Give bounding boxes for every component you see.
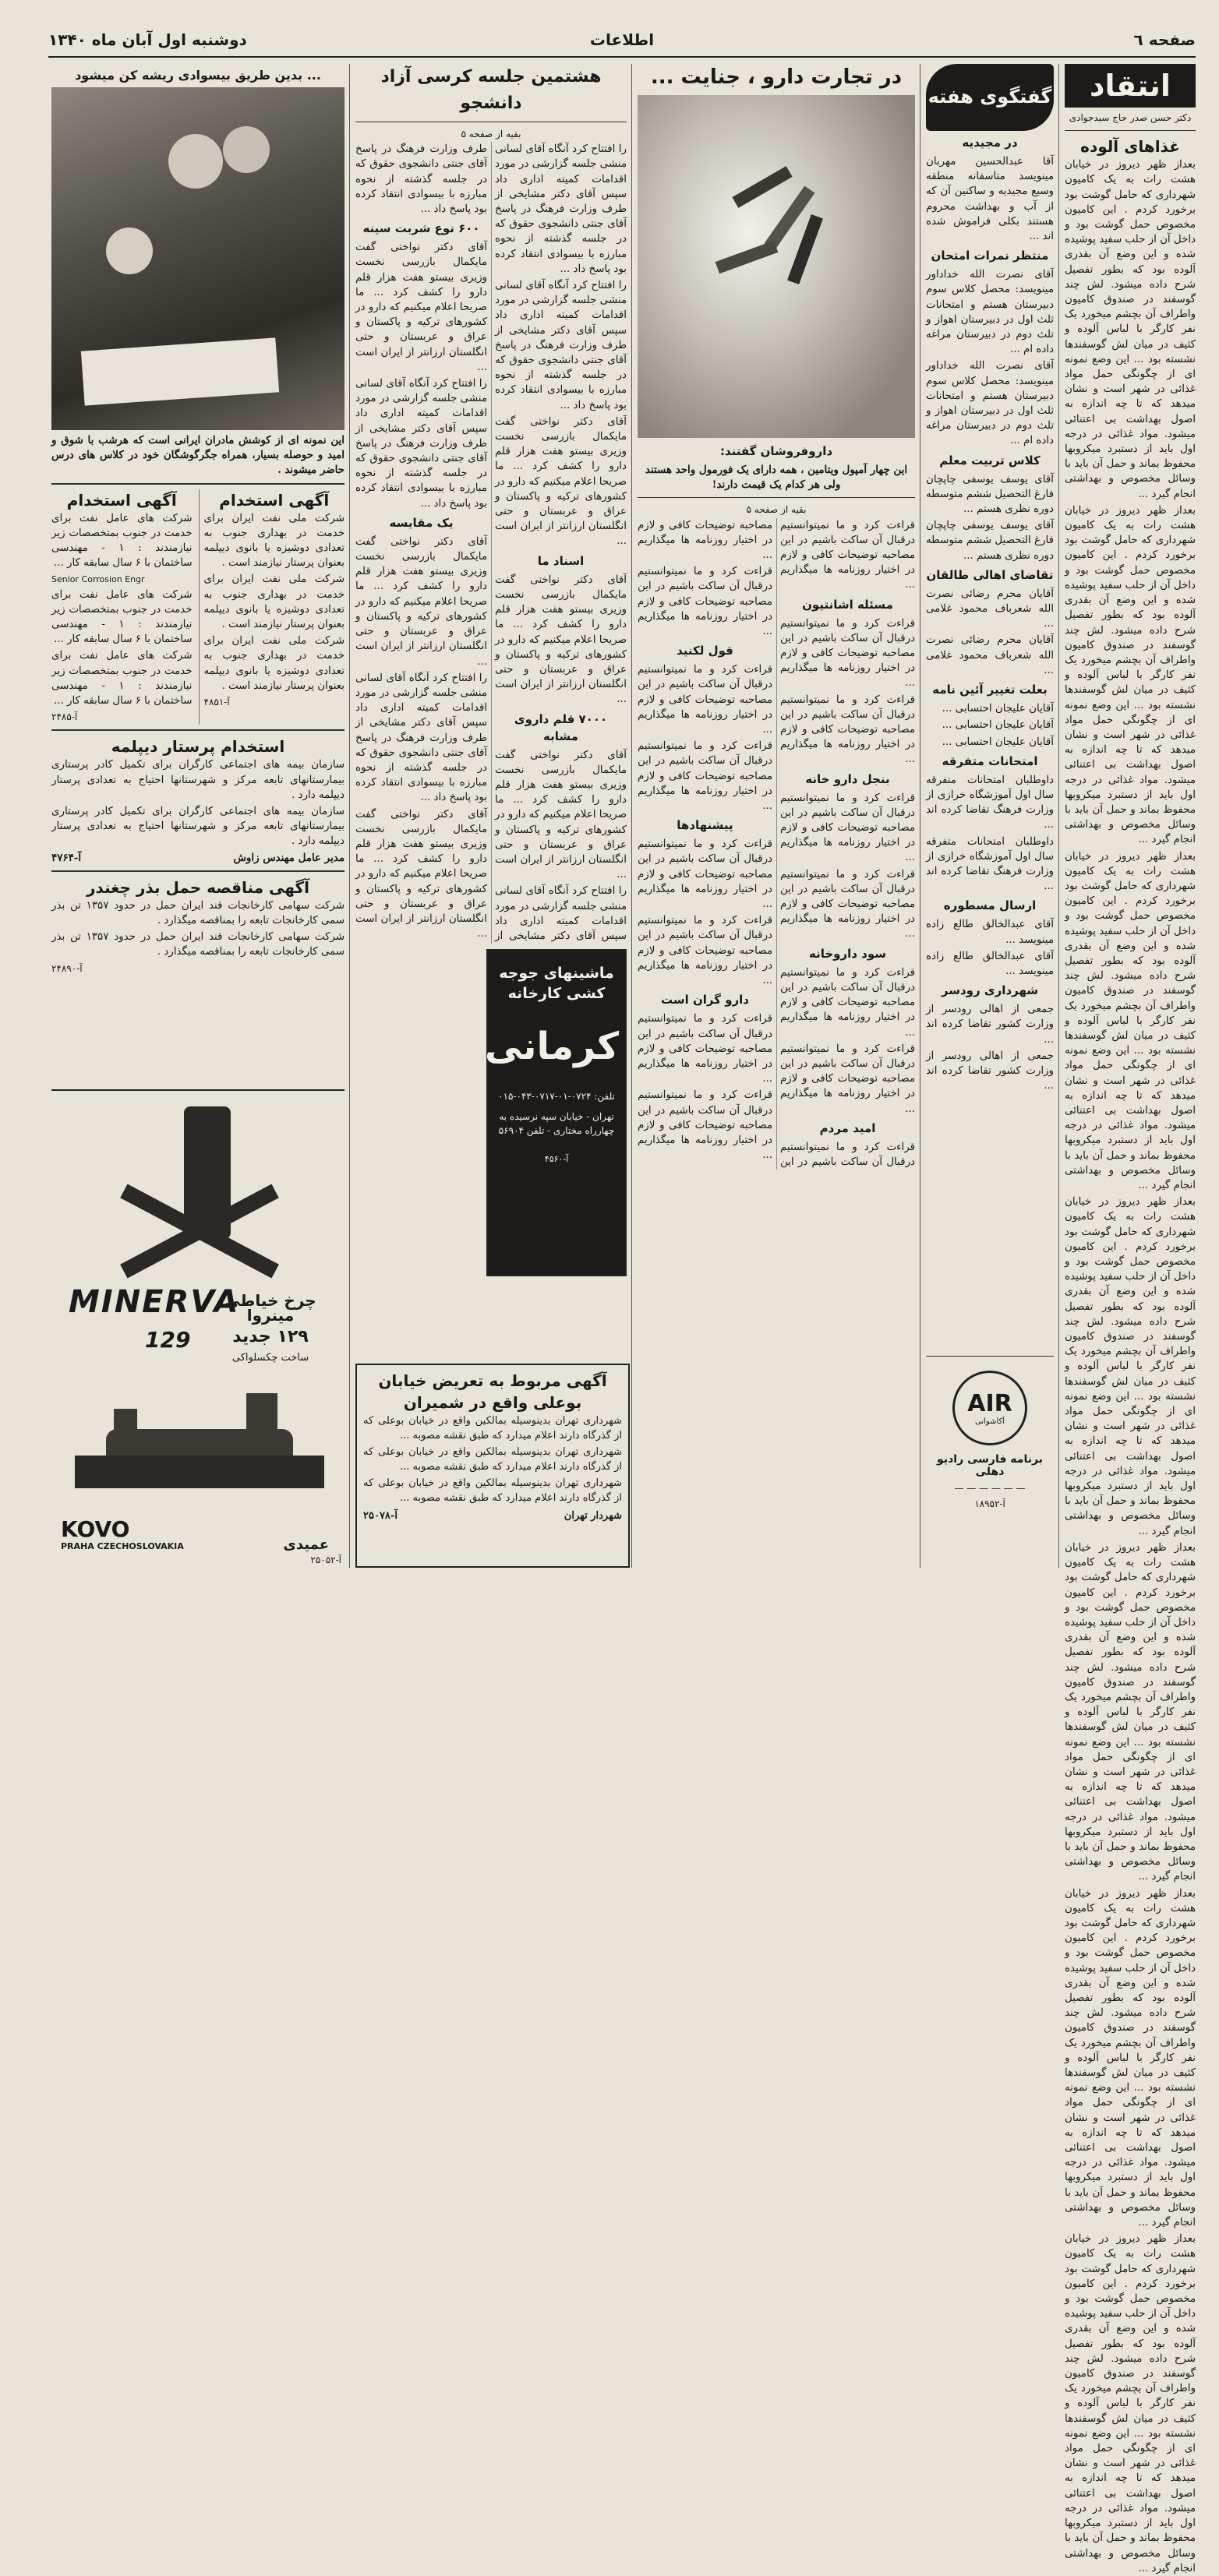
beet-ad-code: آ-۲۴۸۹۰ bbox=[51, 962, 83, 974]
employment-ad-code: آ-۴۸۵۱ bbox=[203, 697, 230, 708]
critique-body-repeat: بعداز ظهر دیروز در خیابان هشت رات به یک کامیون شهرداری که حامل گوشت بود برخورد کردم . این کامیون مخصوص حمل گوشت بود و داخل آن از حلب سفید پوشیده شده و این وضع آن بقدری آلوده بود که بطور تفصیل شرح داده میشود. لش چند گوسفند در صندوق کامیون واطراف آن بچشم میخورد یک نفر کارگر با لباس آلوده و کثیف در میان لش گوسفندها نشسته بود ... این وضع نمونه ای از چگونگی حمل مواد غذائی در شهر است و نشان میدهد که تا چه اندازه به اصول بهداشت بی اعتنائی میشود. مواد غذائی در درجه اول باید از دستبرد میکروبها محفوظ بماند و حمل آن باید با وسائل مخصوص و بهداشتی انجام گیرد ... bbox=[1065, 850, 1196, 1192]
conv-section-title: تقاضای اهالی طالقان bbox=[926, 567, 1054, 582]
conversation-logo: گفتگوی هفته bbox=[926, 64, 1054, 131]
conv-section-body: آقای نصرت الله خداداور مینویسد: محصل کلاس سوم دبیرستان هستم و امتحانات ثلث اول در دبیرستان اهواز و تلث دوم در دبیرستان مراغه داده ام ... bbox=[926, 269, 1054, 356]
hatchery-title: ماشینهای جوجه کشی کارخانه bbox=[499, 965, 614, 1002]
forum-subhead: ۷۰۰۰ قلم داروی مشابه bbox=[514, 711, 608, 743]
radio-ad bbox=[926, 1356, 1054, 1566]
literacy-photo bbox=[51, 87, 344, 430]
literacy-photo-title: ... بدین طریق بیسوادی ریشه کن میشود bbox=[75, 68, 321, 83]
column-rule bbox=[631, 64, 632, 1568]
critique-masthead: انتقاد bbox=[1065, 64, 1196, 108]
employment-ad-body: شرکت های عامل نفت برای خدمت در جنوب بمتخصصات زیر نیازمندند : ۱ - مهندسی ساختمان با ۶ سال سابقه کار ... bbox=[51, 588, 193, 646]
drug-body: قراءت کرد و ما نمیتوانستیم درقبال آن ساکت باشیم در این مصاحبه توضیحات کافی و لازم در اختیار روزنامه ها میگذاریم ... bbox=[638, 566, 772, 638]
critique-byline: دکتر حسن صدر حاج سیدجوادی bbox=[1069, 112, 1192, 123]
kovo-brand: KOVO bbox=[61, 1516, 130, 1542]
kovo-sub: PRAHA CZECHOSLOVAKIA bbox=[61, 1541, 184, 1551]
conv-section-body: آقای عبدالخالق طالع زاده مینویسد ... bbox=[926, 950, 1054, 977]
forum-body2: آقای دکتر نواختی گفت مایکمال بازرسی نخست وزیری بیستو هفت هزار قلم دارو را کشف کرد ... ما صریحا اعلام میکنیم که دارو در کشورهای ترکیه و پاکستان و عراق و عربستان و حتی انگلستان ارزانتر از ایران است ... bbox=[495, 749, 627, 881]
minerva-brand: MINERVA bbox=[69, 1284, 240, 1320]
drug-body: قراءت کرد و ما نمیتوانستیم درقبال آن ساکت باشیم در این مصاحبه توضیحات کافی و لازم در اختیار روزنامه ها میگذاریم ... bbox=[780, 868, 915, 940]
conv-section-title: شهرداری رودسر bbox=[941, 983, 1039, 998]
conv-section-body: آقایان علیجان احتسابی ... bbox=[942, 703, 1054, 715]
nurse-ad-body: سازمان بیمه های اجتماعی کارگران برای تکمیل کادر پرستاری بیمارستانهای تابعه مرکز و شهرستانها احتیاج به تعدادی پرستار دیپلمه دارد . bbox=[51, 806, 344, 848]
employment-ad-extra: Senior Corrosion Engr bbox=[51, 574, 145, 585]
conv-section-body: آقای عبدالخالق طالع زاده مینویسد ... bbox=[926, 919, 1054, 946]
radio-seal bbox=[952, 1371, 1027, 1445]
forum-subhead: ۶۰۰ نوع شربت سینه bbox=[362, 221, 480, 236]
minerva-code: آ-۲۵۰۵۲ bbox=[310, 1554, 341, 1565]
employment-ad-title: آگهی استخدام bbox=[219, 490, 330, 510]
employment-ad-body: شرکت ملی نفت ایران برای خدمت در بهداری جنوب به تعدادی دوشیزه یا بانوی دیپلمه بعنوان پرستار نیازمند است . bbox=[203, 512, 344, 570]
beet-ad-body: شرکت سهامی کارخانجات قند ایران حمل در حدود ۱۳۵۷ تن بذر سمی کارخانجات تابعه را بمناقصه میگذارد . bbox=[51, 931, 345, 958]
column-weekly-conversation bbox=[926, 64, 1054, 1568]
drug-subhead: بنجل دارو خانه bbox=[805, 771, 890, 786]
conv-section-body: آقای نصرت الله خداداور مینویسد: محصل کلاس سوم دبیرستان هستم و امتحانات ثلث اول در دبیرستان اهواز و تلث دوم در دبیرستان مراغه داده ام ... bbox=[926, 360, 1054, 447]
critique-title: غذاهای آلوده bbox=[1080, 137, 1180, 157]
radio-schedule: — — — — — — bbox=[954, 1483, 1026, 1494]
conv-section-title: بعلت تغییر آئین نامه bbox=[932, 683, 1048, 697]
drug-subhead: امید مردم bbox=[819, 1120, 876, 1135]
column-rule bbox=[1058, 64, 1059, 1568]
forum-body2: آقای دکتر نواختی گفت مایکمال بازرسی نخست وزیری بیستو هفت هزار قلم دارو را کشف کرد ... ما صریحا اعلام میکنیم که دارو در کشورهای ترکیه و پاکستان و عراق و عربستان و حتی انگلستان ارزانتر از ایران است ... bbox=[355, 242, 487, 373]
employment-ad-body: شرکت ملی نفت ایران برای خدمت در بهداری جنوب به تعدادی دوشیزه یا بانوی دیپلمه بعنوان پرستار نیازمند است . bbox=[203, 573, 344, 631]
drug-body: قراءت کرد و ما نمیتوانستیم درقبال آن ساکت باشیم در این مصاحبه توضیحات کافی و لازم در اختیار روزنامه ها میگذاریم ... bbox=[780, 617, 915, 690]
forum-body: را افتتاح کرد آنگاه آقای لسانی منشی جلسه گزارشی در مورد اقدامات کمیته اداری داد سپس آقای دکتر مشایخی از طرف وزارت فرهنگ در پاسخ آقای جنتی دانشجوی حقوق که در جلسه گذشته از نحوه مبارزه با بیسوادی انتقاد کرده بود پاسخ داد ... bbox=[355, 378, 487, 510]
employment-ad-code: آ-۲۴۸۵ bbox=[51, 711, 78, 723]
drug-body: قراءت کرد و ما نمیتوانستیم درقبال آن ساکت باشیم در این مصاحبه توضیحات کافی و لازم در اختیار روزنامه ها میگذاریم ... bbox=[780, 693, 915, 766]
radio-brand: AIR bbox=[967, 1390, 1012, 1417]
conv-section-body: جمعی از اهالی رودسر از وزارت کشور تقاضا کرده اند ... bbox=[926, 1004, 1054, 1046]
drug-body: قراءت کرد و ما نمیتوانستیم درقبال آن ساکت باشیم در این مصاحبه توضیحات کافی و لازم در اختیار روزنامه ها میگذاریم ... bbox=[638, 519, 915, 1168]
critique-body: بعداز ظهر دیروز در خیابان هشت رات به یک کامیون شهرداری که حامل گوشت بود برخورد کردم . این کامیون مخصوص حمل گوشت بود و داخل آن از حلب سفید پوشیده شده و این وضع آن بقدری آلوده بود که بطور تفصیل شرح داده میشود. لش چند گوسفند در صندوق کامیون واطراف آن بچشم میخورد یک نفر کارگر با لباس آلوده و کثیف در میان لش گوسفندها نشسته بود ... این وضع نمونه ای از چگونگی حمل مواد غذائی در شهر است و نشان میدهد که تا چه اندازه به اصول بهداشت بی اعتنائی میشود. مواد غذائی در درجه اول باید از دستبرد میکروبها محفوظ بماند و حمل آن باید با وسائل مخصوص و بهداشتی انجام گیرد ... bbox=[1065, 159, 1196, 500]
drug-title: در تجارت دارو ، جنایت ... bbox=[650, 65, 903, 89]
bouali-street-ad bbox=[355, 1364, 630, 1568]
minerva-new-label: ۱۲۹ جدید bbox=[232, 1327, 309, 1346]
drug-body: قراءت کرد و ما نمیتوانستیم درقبال آن ساکت باشیم در این مصاحبه توضیحات کافی و لازم در اختیار روزنامه ها میگذاریم ... bbox=[780, 792, 915, 864]
issue-date: دوشنبه اول آبان ماه ۱۳۴۰ bbox=[48, 30, 247, 49]
forum-body2: آقای دکتر نواختی گفت مایکمال بازرسی نخست وزیری بیستو هفت هزار قلم دارو را کشف کرد ... ما صریحا اعلام میکنیم که دارو در کشورهای ترکیه و پاکستان و عراق و عربستان و حتی انگلستان ارزانتر از ایران است ... bbox=[355, 808, 487, 940]
bouali-body: شهرداری تهران بدینوسیله بمالکین واقع در خیابان بوعلی که از گذرگاه دارند اعلام میدارد که طبق نقشه مصوبه ... bbox=[363, 1446, 622, 1473]
conv-section-title: در مجیدیه bbox=[962, 136, 1018, 150]
forum-body: را افتتاح کرد آنگاه آقای لسانی منشی جلسه گزارشی در مورد اقدامات کمیته اداری داد سپس آقای دکتر مشایخی از طرف وزارت فرهنگ در پاسخ آقای جنتی دانشجوی حقوق که در جلسه گذشته از نحوه مبارزه با بیسوادی انتقاد کرده بود پاسخ داد ... bbox=[355, 143, 627, 942]
drug-caption-title: داروفروشان گفتند: bbox=[719, 444, 833, 458]
critique-body-repeat: بعداز ظهر دیروز در خیابان هشت رات به یک کامیون شهرداری که حامل گوشت بود برخورد کردم . این کامیون مخصوص حمل گوشت بود و داخل آن از حلب سفید پوشیده شده و این وضع آن بقدری آلوده بود که بطور تفصیل شرح داده میشود. لش چند گوسفند در صندوق کامیون واطراف آن بچشم میخورد یک نفر کارگر با لباس آلوده و کثیف در میان لش گوسفندها نشسته بود ... این وضع نمونه ای از چگونگی حمل مواد غذائی در شهر است و نشان میدهد که تا چه اندازه به اصول بهداشت بی اعتنائی میشود. مواد غذائی در درجه اول باید از دستبرد میکروبها محفوظ بماند و حمل آن باید با وسائل مخصوص و بهداشتی انجام گیرد ... bbox=[1065, 1541, 1196, 1883]
forum-subhead: یک مقایسه bbox=[389, 515, 454, 530]
hatchery-brand: کرمانی bbox=[484, 1025, 619, 1068]
conv-section-body: داوطلبان امتحانات متفرقه سال اول آموزشگاه خرازی از وزارت فرهنگ تقاضا کرده اند ... bbox=[926, 774, 1054, 831]
drug-body: قراءت کرد و ما نمیتوانستیم درقبال آن ساکت باشیم در این مصاحبه توضیحات کافی و لازم در اختیار روزنامه ها میگذاریم ... bbox=[638, 915, 772, 987]
minerva-model: 129 bbox=[145, 1327, 191, 1353]
drug-body: قراءت کرد و ما نمیتوانستیم درقبال آن ساکت باشیم در این مصاحبه توضیحات کافی و لازم در اختیار روزنامه ها میگذاریم ... bbox=[780, 966, 915, 1039]
conv-section-title: منتظر نمرات امتحان bbox=[931, 249, 1049, 263]
nurse-ad-code: آ-۴۷۶۴ bbox=[51, 851, 82, 864]
hatchery-ad bbox=[486, 949, 627, 1276]
drug-body: قراءت کرد و ما نمیتوانستیم درقبال آن ساکت باشیم در این مصاحبه توضیحات کافی و لازم در اختیار روزنامه ها میگذاریم ... bbox=[638, 838, 772, 911]
forum-title: هشتمین جلسه کرسی آزاد دانشجو bbox=[380, 67, 602, 113]
conv-section-body: آقا عبدالحسین مهربان مینویسد متاسفانه منطقه وسیع مجیدیه و ساکنین آن که از آب و بهداشت محروم هستند بکلی فراموش شده اند ... bbox=[926, 156, 1054, 243]
bouali-signature: شهردار تهران bbox=[564, 1510, 622, 1522]
conv-section-body: آقایان محرم رضائی نصرت الله شعرباف محمود غلامی ... bbox=[926, 634, 1054, 676]
conv-section-body: آقایان علیجان احتسابی ... bbox=[942, 736, 1054, 748]
beet-ad-title: آگهی مناقصه حمل بذر چغندر bbox=[87, 877, 309, 897]
forum-body2: آقای دکتر نواختی گفت مایکمال بازرسی نخست وزیری بیستو هفت هزار قلم دارو را کشف کرد ... ما صریحا اعلام میکنیم که دارو در کشورهای ترکیه و پاکستان و عراق و عربستان و حتی انگلستان ارزانتر از ایران است ... bbox=[355, 535, 487, 668]
bouali-body: شهرداری تهران بدینوسیله بمالکین واقع در خیابان بوعلی که از گذرگاه دارند اعلام میدارد که طبق نقشه مصوبه ... bbox=[363, 1477, 622, 1504]
critique-body-repeat: بعداز ظهر دیروز در خیابان هشت رات به یک کامیون شهرداری که حامل گوشت بود برخورد کردم . این کامیون مخصوص حمل گوشت بود و داخل آن از حلب سفید پوشیده شده و این وضع آن بقدری آلوده بود که بطور تفصیل شرح داده میشود. لش چند گوسفند در صندوق کامیون واطراف آن بچشم میخورد یک نفر کارگر با لباس آلوده و کثیف در میان لش گوسفندها نشسته بود ... این وضع نمونه ای از چگونگی حمل مواد غذائی در شهر است و نشان میدهد که تا چه اندازه به اصول بهداشت بی اعتنائی میشود. مواد غذائی در درجه اول باید از دستبرد میکروبها محفوظ بماند و حمل آن باید با وسائل مخصوص و بهداشتی انجام گیرد ... bbox=[1065, 1887, 1196, 2229]
bouali-body: شهرداری تهران بدینوسیله بمالکین واقع در خیابان بوعلی که از گذرگاه دارند اعلام میدارد که طبق نقشه مصوبه ... bbox=[363, 1415, 622, 1442]
sewing-machine-illustration bbox=[75, 1387, 324, 1488]
drug-body: قراءت کرد و ما نمیتوانستیم درقبال آن ساکت باشیم در این مصاحبه توضیحات کافی و لازم در اختیار روزنامه ها میگذاریم ... bbox=[638, 664, 772, 736]
employment-ad-body: شرکت ملی نفت ایران برای خدمت در بهداری جنوب به تعدادی دوشیزه یا بانوی دیپلمه بعنوان پرستار نیازمند است . bbox=[203, 635, 344, 692]
conv-section-body: داوطلبان امتحانات متفرقه سال اول آموزشگاه خرازی از وزارت فرهنگ تقاضا کرده اند ... bbox=[926, 835, 1054, 893]
conv-section-body: آقایان محرم رضائی نصرت الله شعرباف محمود غلامی ... bbox=[926, 588, 1054, 630]
employment-ad-2 bbox=[51, 489, 193, 725]
drug-subhead: پیشنهادها bbox=[677, 818, 733, 833]
beet-ad-body: شرکت سهامی کارخانجات قند ایران حمل در حدود ۱۳۵۷ تن بذر سمی کارخانجات تابعه را بمناقصه میگذارد . bbox=[51, 899, 345, 927]
page-header bbox=[48, 23, 1196, 58]
forum-continued: بقیه از صفحه ۵ bbox=[461, 129, 521, 139]
conv-section-title: امتحانات متفرقه bbox=[942, 753, 1038, 768]
nurse-ad-signature: مدیر عامل مهندس زاوش bbox=[233, 851, 344, 864]
forum-body: را افتتاح کرد آنگاه آقای لسانی منشی جلسه گزارشی در مورد اقدامات کمیته اداری داد سپس آقای دکتر مشایخی از طرف وزارت فرهنگ در پاسخ آقای جنتی دانشجوی حقوق که در جلسه گذشته از نحوه مبارزه با بیسوادی انتقاد کرده بود پاسخ داد ... bbox=[495, 143, 627, 275]
drug-subhead: دارو گران است bbox=[660, 993, 749, 1007]
employment-ad-title: آگهی استخدام bbox=[66, 490, 177, 510]
employment-ad-body: شرکت های عامل نفت برای خدمت در جنوب بمتخصصات زیر نیازمندند : ۱ - مهندسی ساختمان با ۶ سال سابقه کار ... bbox=[51, 512, 193, 570]
drug-subhead: قول لکنید bbox=[677, 644, 733, 658]
drug-body: قراءت کرد و ما نمیتوانستیم درقبال آن ساکت باشیم در این مصاحبه توضیحات کافی و لازم در اختیار روزنامه ها میگذاریم ... bbox=[780, 519, 915, 591]
drug-body: قراءت کرد و ما نمیتوانستیم درقبال آن ساکت باشیم در این مصاحبه توضیحات کافی و لازم در اختیار روزنامه ها میگذاریم ... bbox=[638, 740, 772, 813]
nurse-ad-body: سازمان بیمه های اجتماعی کارگران برای تکمیل کادر پرستاری بیمارستانهای تابعه مرکز و شهرستانها احتیاج به تعدادی پرستار دیپلمه دارد . bbox=[51, 759, 344, 801]
critique-body-repeat: بعداز ظهر دیروز در خیابان هشت رات به یک کامیون شهرداری که حامل گوشت بود برخورد کردم . این کامیون مخصوص حمل گوشت بود و داخل آن از حلب سفید پوشیده شده و این وضع آن بقدری آلوده بود که بطور تفصیل شرح داده میشود. لش چند گوسفند در صندوق کامیون واطراف آن بچشم میخورد یک نفر کارگر با لباس آلوده و کثیف در میان لش گوسفندها نشسته بود ... این وضع نمونه ای از چگونگی حمل مواد غذائی در شهر است و نشان میدهد که تا چه اندازه به اصول بهداشت بی اعتنائی میشود. مواد غذائی در درجه اول باید از دستبرد میکروبها محفوظ بماند و حمل آن باید با وسائل مخصوص و بهداشتی انجام گیرد ... bbox=[1065, 1196, 1196, 1537]
forum-subhead: اسناد ما bbox=[537, 553, 585, 568]
literacy-caption: این نمونه ای از کوشش مادران ایرانی است که هرشب با شوق و امید و حوصله بسیار، همراه جگرگوشگان خود در کلاس های درس حاضر میشوند . bbox=[51, 434, 344, 477]
forum-body: را افتتاح کرد آنگاه آقای لسانی منشی جلسه گزارشی در مورد اقدامات کمیته اداری داد سپس آقای دکتر مشایخی از طرف وزارت فرهنگ در پاسخ آقای جنتی دانشجوی حقوق که در جلسه گذشته از نحوه مبارزه با بیسوادی انتقاد کرده بود پاسخ داد ... bbox=[355, 672, 487, 804]
column-critique bbox=[1065, 64, 1196, 2574]
page-number: صفحه ٦ bbox=[1133, 30, 1196, 49]
drug-body: قراءت کرد و ما نمیتوانستیم درقبال آن ساکت باشیم در این مصاحبه توضیحات کافی و لازم در اختیار روزنامه ها میگذاریم ... bbox=[638, 1013, 772, 1085]
radio-caption: برنامه فارسی رادیو دهلی bbox=[937, 1453, 1043, 1478]
conv-section-body: آقای یوسف یوسفی چاپچان فارغ التحصیل ششم متوسطه دوره نظری هستم ... bbox=[926, 520, 1054, 562]
radio-sub: آکاشوانی bbox=[974, 1417, 1005, 1426]
critique-body-repeat: بعداز ظهر دیروز در خیابان هشت رات به یک کامیون شهرداری که حامل گوشت بود برخورد کردم . این کامیون مخصوص حمل گوشت بود و داخل آن از حلب سفید پوشیده شده و این وضع آن بقدری آلوده بود که بطور تفصیل شرح داده میشود. لش چند گوسفند در صندوق کامیون واطراف آن بچشم میخورد یک نفر کارگر با لباس آلوده و کثیف در میان لش گوسفندها نشسته بود ... این وضع نمونه ای از چگونگی حمل مواد غذائی در شهر است و نشان میدهد که تا چه اندازه به اصول بهداشت بی اعتنائی میشود. مواد غذائی در درجه اول باید از دستبرد میکروبها محفوظ بماند و حمل آن باید با وسائل مخصوص و بهداشتی انجام گیرد ... bbox=[1065, 2233, 1196, 2574]
hatchery-address: تهران - خیابان سپه نرسیده به چهارراه مختاری - تلفن ۵۶۹۰۴ bbox=[498, 1111, 615, 1136]
drug-subhead: سود داروخانه bbox=[808, 946, 887, 961]
radio-code: آ-۱۸۹۵۲ bbox=[974, 1498, 1005, 1509]
minerva-ad bbox=[51, 1089, 344, 1568]
column-rule bbox=[349, 64, 350, 1568]
column-student-forum bbox=[355, 64, 627, 944]
column-drug-trade bbox=[638, 64, 915, 1568]
newspaper-name: اطلاعات bbox=[589, 30, 655, 49]
conv-section-body: آقای یوسف یوسفی چاپچان فارغ التحصیل ششم متوسطه دوره نظری هستم ... bbox=[926, 473, 1054, 516]
minerva-made-in: ساخت چکسلواکی bbox=[231, 1352, 309, 1364]
minerva-persian-brand: چرخ خیاطی مینروا bbox=[224, 1291, 316, 1325]
forum-body: را افتتاح کرد آنگاه آقای لسانی منشی جلسه گزارشی در مورد اقدامات کمیته اداری داد سپس آقای دکتر مشایخی از طرف وزارت فرهنگ در پاسخ آقای جنتی دانشجوی حقوق که در جلسه گذشته از نحوه مبارزه با بیسوادی انتقاد کرده بود پاسخ داد ... bbox=[495, 280, 627, 411]
nurse-ad-title: استخدام پرستار دیپلمه bbox=[111, 737, 285, 757]
drug-continued: بقیه از صفحه ۵ bbox=[746, 504, 807, 516]
conv-section-title: ارسال مسطوره bbox=[943, 898, 1037, 913]
bouali-code: آ-۲۵۰۷۸ bbox=[363, 1510, 398, 1522]
conv-section-title: کلاس تربیت معلم bbox=[939, 453, 1041, 468]
conv-section-body: جمعی از اهالی رودسر از وزارت کشور تقاضا کرده اند ... bbox=[926, 1050, 1054, 1092]
drug-body: قراءت کرد و ما نمیتوانستیم درقبال آن ساکت باشیم در این مصاحبه توضیحات کافی و لازم در اختیار روزنامه ها میگذاریم ... bbox=[638, 1089, 772, 1162]
ampoules-photo bbox=[638, 95, 915, 438]
forum-body2: آقای دکتر نواختی گفت مایکمال بازرسی نخست وزیری بیستو هفت هزار قلم دارو را کشف کرد ... ما صریحا اعلام میکنیم که دارو در کشورهای ترکیه و پاکستان و عراق و عربستان و حتی انگلستان ارزانتر از ایران است ... bbox=[495, 573, 627, 706]
hatchery-phone: تلفن: ۰۷۲۴-۰۱-۰۷۱۷-۰۴۳-۰۱۵ bbox=[498, 1091, 615, 1102]
forum-body2: آقای دکتر نواختی گفت مایکمال بازرسی نخست وزیری بیستو هفت هزار قلم دارو را کشف کرد ... ما صریحا اعلام میکنیم که دارو در کشورهای ترکیه و پاکستان و عراق و عربستان و حتی انگلستان ارزانتر از ایران است ... bbox=[495, 415, 627, 548]
drug-body: قراءت کرد و ما نمیتوانستیم درقبال آن ساکت باشیم در این مصاحبه توضیحات کافی و لازم در اختیار روزنامه ها میگذاریم ... bbox=[780, 1043, 915, 1115]
hatchery-code: آ-۴۵۶۰ bbox=[544, 1154, 569, 1164]
employment-ad-body: شرکت های عامل نفت برای خدمت در جنوب بمتخصصات زیر نیازمندند : ۱ - مهندسی ساختمان با ۶ سال سابقه کار ... bbox=[51, 650, 193, 708]
drug-caption-body: این چهار آمپول ویتامین ، همه دارای یک فورمول واحد هستند ولی هر کدام یک قیمت دارند! bbox=[645, 464, 908, 492]
drug-subhead: مسئله اشانتیون bbox=[802, 597, 893, 612]
nurse-ad bbox=[51, 736, 344, 865]
critique-body-repeat: بعداز ظهر دیروز در خیابان هشت رات به یک کامیون شهرداری که حامل گوشت بود برخورد کردم . این کامیون مخصوص حمل گوشت بود و داخل آن از حلب سفید پوشیده شده و این وضع آن بقدری آلوده بود که بطور تفصیل شرح داده میشود. لش چند گوسفند در صندوق کامیون واطراف آن بچشم میخورد یک نفر کارگر با لباس آلوده و کثیف در میان لش گوسفندها نشسته بود ... این وضع نمونه ای از چگونگی حمل مواد غذائی در شهر است و نشان میدهد که تا چه اندازه به اصول بهداشت بی اعتنائی میشود. مواد غذائی در درجه اول باید از دستبرد میکروبها محفوظ بماند و حمل آن باید با وسائل مخصوص و بهداشتی انجام گیرد ... bbox=[1065, 504, 1196, 846]
conv-section-body: آقایان علیجان احتسابی ... bbox=[942, 719, 1054, 732]
beet-seed-ad bbox=[51, 877, 344, 976]
bouali-title: آگهی مربوط به تعریض خیابان بوعلی واقع در شمیران bbox=[378, 1371, 607, 1412]
employment-ad-1 bbox=[199, 489, 345, 725]
minerva-seller: عمیدی bbox=[283, 1537, 329, 1553]
